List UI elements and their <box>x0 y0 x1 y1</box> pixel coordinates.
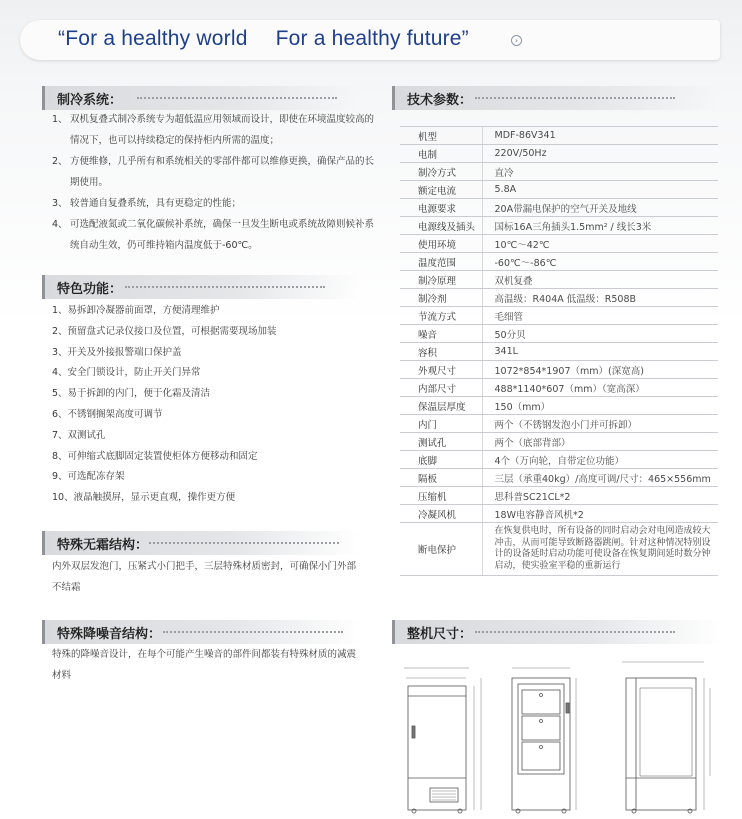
list-item: 6、不锈钢搁架高度可调节 <box>52 408 163 420</box>
spec-row <box>400 397 718 415</box>
spec-row <box>400 469 718 487</box>
spec-value: 双机复叠 <box>482 271 718 289</box>
refrigeration-list <box>52 109 378 256</box>
spec-label: 内部尺寸 <box>400 379 482 397</box>
spec-value: MDF-86V341 <box>482 127 718 145</box>
spec-row <box>400 271 718 289</box>
spec-label: 电源要求 <box>400 199 482 217</box>
list-item: 4、安全门锁设计，防止开关门异常 <box>52 367 201 379</box>
list-item: 2、预留盘式记录仪接口及位置，可根据需要现场加装 <box>52 325 277 337</box>
spec-row <box>400 253 718 271</box>
dimension-drawing <box>394 648 720 814</box>
spec-label: 制冷剂 <box>400 289 482 307</box>
list-item: 1、 双机复叠式制冷系统专为超低温应用领域而设计，即使在环境温度较高的情况下，也可以持续稳定的保持柜内所需的温度； <box>52 114 375 146</box>
spec-row <box>400 505 718 523</box>
spec-label: 制冷原理 <box>400 271 482 289</box>
spec-value: 220V/50Hz <box>482 145 718 163</box>
spec-label: 使用环境 <box>400 235 482 253</box>
spec-label: 容积 <box>400 343 482 361</box>
spec-row <box>400 433 718 451</box>
spec-row <box>400 379 718 397</box>
spec-value: 国标16A三角插头1.5mm² / 线长3米 <box>482 217 718 235</box>
list-item: 10、液晶触摸屏，显示更直观，操作更方便 <box>52 492 236 504</box>
spec-value: 150（mm） <box>482 397 718 415</box>
spec-label: 外观尺寸 <box>400 361 482 379</box>
list-item: 9、可选配冻存架 <box>52 471 125 483</box>
spec-row <box>400 163 718 181</box>
spec-value: 在恢复供电时，所有设备的同时启动会对电网造成较大冲击，从而可能导致断路器跳闸。针对这种情况特别设计的设备延时启动功能可使设备在恢复期间延时数分钟启动，使实验室平稳的重新运行 <box>482 523 718 576</box>
list-item: 3、开关及外接报警端口保护盖 <box>52 346 182 358</box>
section-title: 特色功能： <box>57 282 123 297</box>
section-header-specs <box>392 86 720 110</box>
spec-value: 20A带漏电保护的空气开关及地线 <box>482 199 718 217</box>
spec-label: 噪音 <box>400 325 482 343</box>
list-item: 4、 可选配液氮或二氧化碳候补系统，确保一旦发生断电或系统故障则候补系统自动生效，仍可维持箱内温度低于-60℃。 <box>52 219 375 251</box>
spec-row <box>400 127 718 145</box>
spec-label: 保温层厚度 <box>400 397 482 415</box>
section-header-dimensions <box>392 620 720 644</box>
spec-table <box>400 126 718 576</box>
section-header-refrigeration <box>42 86 360 110</box>
spec-label: 电源线及插头 <box>400 217 482 235</box>
spec-label: 额定电流 <box>400 181 482 199</box>
frost-text: 内外双层发泡门，压紧式小门把手，三层特殊材质密封，可确保小门外部不结霜 <box>52 561 357 593</box>
section-header-features <box>42 275 360 299</box>
section-header-noise <box>42 620 360 644</box>
features-list <box>52 301 277 509</box>
spec-label: 压缩机 <box>400 487 482 505</box>
spec-label: 底脚 <box>400 451 482 469</box>
spec-value: 10℃～42℃ <box>482 235 718 253</box>
spec-value: 341L <box>482 343 718 361</box>
section-title: 技术参数： <box>407 93 473 108</box>
spec-row <box>400 145 718 163</box>
spec-row <box>400 451 718 469</box>
section-title: 整机尺寸： <box>407 627 473 642</box>
list-item: 1、易拆卸冷凝器前面罩，方便清理维护 <box>52 305 220 316</box>
spec-row <box>400 325 718 343</box>
spec-row <box>400 307 718 325</box>
spec-value: 1072*854*1907（mm）(深宽高) <box>482 361 718 379</box>
section-title: 特殊无霜结构： <box>57 538 149 553</box>
spec-row <box>400 235 718 253</box>
section-title: 制冷系统： <box>57 93 123 108</box>
spec-row <box>400 199 718 217</box>
list-item: 5、易于拆卸的内门，便于化霜及清洁 <box>52 388 211 400</box>
noise-text: 特殊的降噪音设计，在每个可能产生噪音的部件间都装有特殊材质的减震材料 <box>52 649 357 681</box>
spec-value: 18W电容静音风机*2 <box>482 505 718 523</box>
spec-value: 三层（承重40kg）/高度可调/尺寸：465×556mm <box>482 469 718 487</box>
spec-row <box>400 217 718 235</box>
spec-label: 温度范围 <box>400 253 482 271</box>
spec-row <box>400 487 718 505</box>
spec-label: 测试孔 <box>400 433 482 451</box>
spec-row <box>400 343 718 361</box>
spec-value: 50分贝 <box>482 325 718 343</box>
spec-value: 两个（不锈钢发泡小门并可拆卸） <box>482 415 718 433</box>
spec-value: 5.8A <box>482 181 718 199</box>
list-item: 3、 较普通自复叠系统，具有更稳定的性能； <box>52 198 242 209</box>
spec-value: 高温级：R404A 低温级：R508B <box>482 289 718 307</box>
spec-value: 两个（底部背部） <box>482 433 718 451</box>
spec-label: 制冷方式 <box>400 163 482 181</box>
section-title: 特殊降噪音结构： <box>57 627 162 642</box>
spec-value: 488*1140*607（mm）（宽高深） <box>482 379 718 397</box>
spec-label: 机型 <box>400 127 482 145</box>
slogan-part-1: “For a healthy world <box>58 27 248 50</box>
spec-value: 4个（万向轮，自带定位功能） <box>482 451 718 469</box>
spec-row <box>400 289 718 307</box>
spec-row <box>400 415 718 433</box>
spec-value: 思科普SC21CL*2 <box>482 487 718 505</box>
chevron-right-icon: › <box>511 35 522 46</box>
spec-row <box>400 181 718 199</box>
slogan-part-2: For a healthy future” <box>275 27 469 50</box>
section-header-frost <box>42 531 360 555</box>
spec-row <box>400 523 718 576</box>
spec-label: 断电保护 <box>400 523 482 576</box>
spec-label: 内门 <box>400 415 482 433</box>
spec-value: -60℃～-86℃ <box>482 253 718 271</box>
spec-label: 节流方式 <box>400 307 482 325</box>
spec-value: 直冷 <box>482 163 718 181</box>
spec-row <box>400 361 718 379</box>
spec-label: 冷凝风机 <box>400 505 482 523</box>
list-item: 7、双测试孔 <box>52 429 106 441</box>
list-item: 2、 方便维修，几乎所有和系统相关的零部件都可以维修更换，确保产品的长期使用。 <box>52 156 375 188</box>
list-item: 8、可伸缩式底脚固定装置使柜体方便移动和固定 <box>52 450 258 462</box>
spec-value: 毛细管 <box>482 307 718 325</box>
slogan-text <box>58 27 469 51</box>
spec-label: 隔板 <box>400 469 482 487</box>
spec-label: 电制 <box>400 145 482 163</box>
